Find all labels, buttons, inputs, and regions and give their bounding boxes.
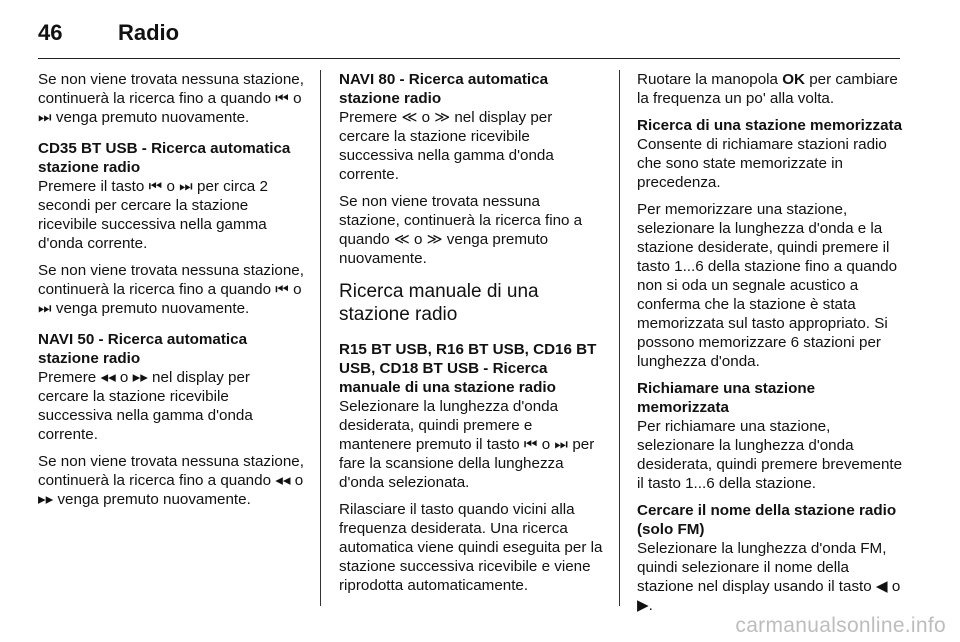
- paragraph: Premere ◂◂ o ▸▸ nel display per cercare la stazione ricevibile successiva nella gamma d'onda corrente.: [38, 369, 253, 443]
- ok-key-label: OK: [782, 71, 805, 88]
- watermark: carmanualsonline.info: [735, 614, 946, 637]
- paragraph: Ruotare la manopola OK per cambiare la frequenza un po' alla volta.: [637, 71, 898, 107]
- header-rule: [38, 58, 900, 59]
- paragraph: Se non viene trovata nessuna stazione, continuerà la ricerca fino a quando ⏮ o ⏭ venga premuto nuovamente.: [38, 262, 304, 317]
- paragraph: Rilasciare il tasto quando vicini alla frequenza desiderata. Una ricerca automatica viene quindi eseguita per la stazione successiva ricevibile e viene riprodotta automaticamente.: [339, 501, 603, 594]
- subheading-cd35: CD35 BT USB - Ricerca automatica stazione radio: [38, 140, 291, 176]
- page-header: [38, 18, 900, 48]
- column-divider: [320, 70, 321, 606]
- paragraph: Per richiamare una stazione, selezionare la lunghezza d'onda desiderata, quindi premere brevemente il tasto 1...6 della stazione.: [637, 418, 903, 492]
- column-1: [38, 70, 304, 517]
- paragraph: Se non viene trovata nessuna stazione, continuerà la ricerca fino a quando ⏮ o ⏭ venga premuto nuovamente.: [38, 71, 304, 126]
- subheading-stored-station: Ricerca di una stazione memorizzata: [637, 117, 903, 134]
- paragraph: Premere il tasto ⏮ o ⏭ per circa 2 secondi per cercare la stazione ricevibile successiva nella gamma d'onda corrente.: [38, 178, 268, 252]
- column-divider: [619, 70, 620, 606]
- section-title: Radio: [118, 20, 180, 45]
- subheading-recall-station: Richiamare una stazione memorizzata: [637, 380, 816, 416]
- paragraph: Selezionare la lunghezza d'onda desiderata, quindi premere e mantenere premuto il tasto ⏮ o ⏭ per fare la scansione della lunghezza d'onda selezionata.: [339, 398, 595, 491]
- section-heading-manual-search: Ricerca manuale di una stazione radio: [339, 281, 539, 325]
- paragraph: Se non viene trovata nessuna stazione, continuerà la ricerca fino a quando ◂◂ o ▸▸ venga premuto nuovamente.: [38, 453, 304, 508]
- paragraph: Se non viene trovata nessuna stazione, continuerà la ricerca fino a quando ≪ o ≫ venga premuto nuovamente.: [339, 193, 583, 267]
- page-number: 46: [38, 20, 63, 45]
- subheading-navi50: NAVI 50 - Ricerca automatica stazione radio: [38, 331, 248, 367]
- paragraph: Per memorizzare una stazione, selezionare la lunghezza d'onda e la stazione desiderate, quindi premere il tasto 1...6 della stazione fino a quando non si oda un segnale acustico a conferma che la stazione è stata memorizzata sul tasto appropriato. Si possono memorizzare 6 stazioni per lunghezza d'onda.: [637, 201, 898, 370]
- paragraph: Premere ≪ o ≫ nel display per cercare la stazione ricevibile successiva nella gamma d'onda corrente.: [339, 109, 554, 183]
- column-2: [339, 70, 603, 603]
- subheading-station-name: Cercare il nome della stazione radio (solo FM): [637, 502, 897, 538]
- column-3: [637, 70, 903, 623]
- subheading-navi80: NAVI 80 - Ricerca automatica stazione radio: [339, 71, 549, 107]
- subheading-r15: R15 BT USB, R16 BT USB, CD16 BT USB, CD18 BT USB - Ricerca manuale di una stazione radio: [339, 341, 597, 396]
- paragraph: Consente di richiamare stazioni radio che sono state memorizzate in precedenza.: [637, 136, 887, 191]
- paragraph: Selezionare la lunghezza d'onda FM, quindi selezionare il nome della stazione nel display usando il tasto ◀ o ▶.: [637, 540, 901, 614]
